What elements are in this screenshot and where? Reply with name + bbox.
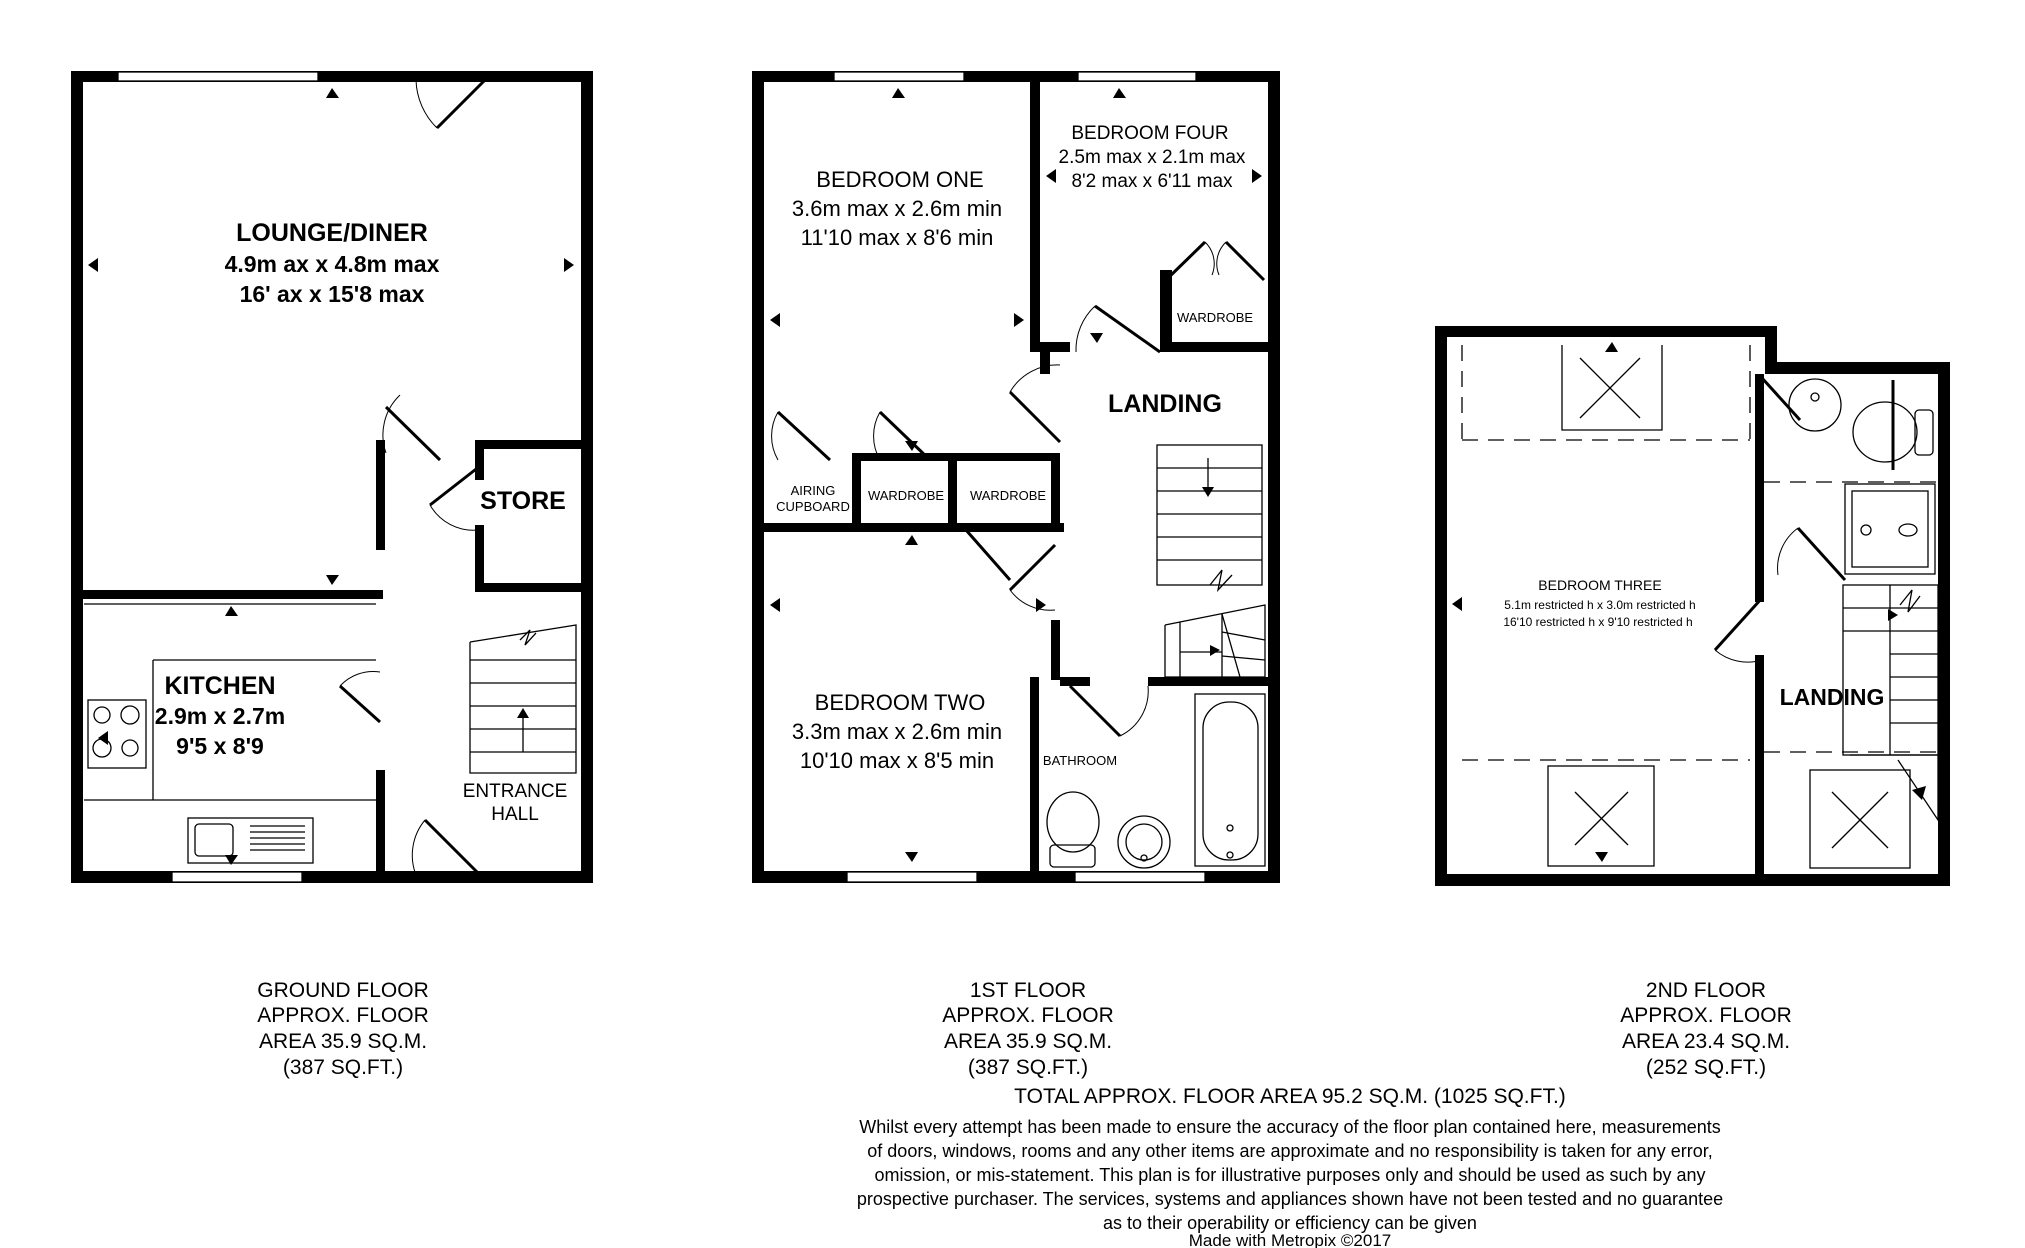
shower (1845, 484, 1935, 574)
ground-summary-line3: AREA 35.9 SQ.M. (258, 1030, 428, 1053)
bedroom-one-door (1010, 392, 1060, 442)
lounge-arrow-bottom (326, 575, 339, 585)
bed1-arrow-right (1014, 313, 1024, 327)
basin (1118, 816, 1170, 868)
bed3-arrow-left (1452, 597, 1462, 611)
bedroom-two-dim-imperial: 10'10 max x 8'5 min (799, 748, 995, 773)
bedroom-four-dim-metric: 2.5m max x 2.1m max (1058, 147, 1246, 168)
lounge-window-top (118, 72, 318, 81)
airing-cupboard-line2: CUPBOARD (776, 499, 850, 514)
second-floor-plan (1435, 326, 1950, 886)
wc-door (1762, 378, 1800, 420)
wardrobe-a-door (880, 412, 930, 460)
bed4-arrow-left (1046, 169, 1056, 183)
ground-stairs (470, 625, 576, 773)
lounge-diner-name: LOUNGE/DINER (236, 219, 428, 247)
bedroom-two-dim-metric: 3.3m max x 2.6m min (791, 719, 1003, 744)
second-summary-line4: (252 SQ.FT.) (1645, 1056, 1767, 1079)
second-floor-summary (1620, 979, 1792, 1079)
wardrobe-a-label: WARDROBE (867, 488, 945, 503)
hob (88, 700, 146, 768)
kitchen-window (172, 872, 302, 882)
first-summary-line4: (387 SQ.FT.) (967, 1056, 1089, 1079)
bedroom-one-name: BEDROOM ONE (816, 167, 984, 192)
lounge-arrow-right (564, 258, 574, 272)
bedroom-one-dim-imperial: 11'10 max x 8'6 min (800, 225, 994, 250)
kitchen-arrow-left (98, 731, 108, 745)
first-summary-line1: 1ST FLOOR (969, 979, 1087, 1002)
credit: Made with Metropix ©2017 (1188, 1231, 1392, 1248)
disclaimer-line5: as to their operability or efficiency can be given (1103, 1213, 1477, 1233)
footer (857, 1085, 1723, 1248)
kitchen-name: KITCHEN (164, 672, 276, 700)
entrance-hall-line2: HALL (491, 804, 539, 825)
kitchen-arrow-top (225, 606, 238, 616)
ground-summary-line2: APPROX. FLOOR (257, 1004, 429, 1027)
store-name: STORE (480, 487, 566, 515)
bath (1195, 694, 1265, 866)
bedroom-three-dim-imperial: 16'10 restricted h x 9'10 restricted h (1503, 615, 1693, 629)
bathroom-name: BATHROOM (1042, 753, 1118, 768)
bathroom-window (1075, 872, 1205, 882)
disclaimer-line4: prospective purchaser. The services, systems and appliances shown have not been tested and no guarantee (856, 1189, 1724, 1209)
wardrobe-b-door (966, 530, 1010, 580)
lounge-arrow-top (326, 88, 339, 98)
airing-cupboard-door (778, 412, 830, 460)
ground-summary-line4: (387 SQ.FT.) (282, 1056, 404, 1079)
bedroom-two-window (847, 872, 977, 882)
bedroom-four-name: BEDROOM FOUR (1071, 123, 1229, 144)
disclaimer-line2: of doors, windows, rooms and any other items are approximate and no responsibility is taken for any error, (867, 1141, 1713, 1161)
wardrobe-b-label: WARDROBE (969, 488, 1047, 503)
bed2-arrow-left (770, 598, 780, 612)
bedroom-three-door (1715, 598, 1762, 650)
entrance-hall-line1: ENTRANCE (462, 781, 568, 802)
second-landing-name: LANDING (1779, 684, 1885, 710)
store-door (430, 466, 480, 505)
bedroom-one-window (834, 72, 964, 81)
bed4-arrow-bottom (1090, 333, 1103, 343)
ground-summary-line1: GROUND FLOOR (257, 979, 429, 1002)
skylight-top (1562, 342, 1662, 430)
bedroom-one-dim-metric: 3.6m max x 2.6m min (791, 196, 1003, 221)
landing-name: LANDING (1108, 390, 1222, 418)
ground-floor-plan (71, 71, 593, 883)
disclaimer-line1: Whilst every attempt has been made to ensure the accuracy of the floor plan contained here, measurements (859, 1117, 1721, 1137)
disclaimer-line3: omission, or mis-statement. This plan is for illustrative purposes only and should be used as such by any (874, 1165, 1706, 1185)
lounge-diner-dim-metric: 4.9m ax x 4.8m max (224, 251, 440, 277)
wardrobe-bed4-door-right (1226, 242, 1264, 280)
bedroom-two-name: BEDROOM TWO (814, 690, 986, 715)
second-summary-line2: APPROX. FLOOR (1620, 1004, 1792, 1027)
first-summary-line3: AREA 35.9 SQ.M. (943, 1030, 1113, 1053)
wardrobe-bed4-label: WARDROBE (1176, 310, 1254, 325)
airing-cupboard-line1: AIRING (790, 483, 836, 498)
bedroom-three-name: BEDROOM THREE (1538, 577, 1662, 593)
second-summary-line1: 2ND FLOOR (1645, 979, 1767, 1002)
second-basin (1789, 379, 1841, 431)
bed4-arrow-right (1252, 169, 1262, 183)
bedroom-four-door (1095, 306, 1160, 352)
lounge-hall-door (386, 407, 440, 460)
kitchen-dim-imperial: 9'5 x 8'9 (176, 733, 264, 759)
entrance-door (425, 820, 480, 875)
kitchen-sink (188, 818, 313, 863)
kitchen-dim-metric: 2.9m x 2.7m (154, 703, 286, 729)
toilet (1047, 792, 1099, 867)
bed2-arrow-bottom (905, 852, 918, 862)
shower-room-door (1798, 528, 1845, 580)
lounge-arrow-left (88, 258, 98, 272)
first-floor-summary (942, 979, 1114, 1079)
bed1-arrow-left (770, 313, 780, 327)
lounge-door (437, 77, 488, 128)
second-summary-line3: AREA 23.4 SQ.M. (1621, 1030, 1791, 1053)
kitchen-door (340, 686, 380, 722)
bed1-arrow-top (892, 88, 905, 98)
ground-floor-summary (257, 979, 429, 1079)
bathroom-door (1070, 686, 1120, 736)
bedroom-four-dim-imperial: 8'2 max x 6'11 max (1071, 171, 1233, 192)
skylight-bottom (1548, 766, 1654, 866)
bed2-arrow-top (905, 535, 918, 545)
bedroom-three-dim-metric: 5.1m restricted h x 3.0m restricted h (1504, 598, 1696, 612)
first-floor-plan (752, 71, 1280, 883)
first-stairs (1157, 445, 1265, 677)
skylight-landing (1810, 770, 1910, 868)
total-area: TOTAL APPROX. FLOOR AREA 95.2 SQ.M. (1025 SQ.FT.) (1014, 1085, 1566, 1108)
first-summary-line2: APPROX. FLOOR (942, 1004, 1114, 1027)
lounge-diner-dim-imperial: 16' ax x 15'8 max (239, 281, 425, 307)
bedroom-four-window (1078, 72, 1196, 81)
bedroom-two-door (1010, 545, 1055, 590)
bed4-arrow-top (1113, 88, 1126, 98)
